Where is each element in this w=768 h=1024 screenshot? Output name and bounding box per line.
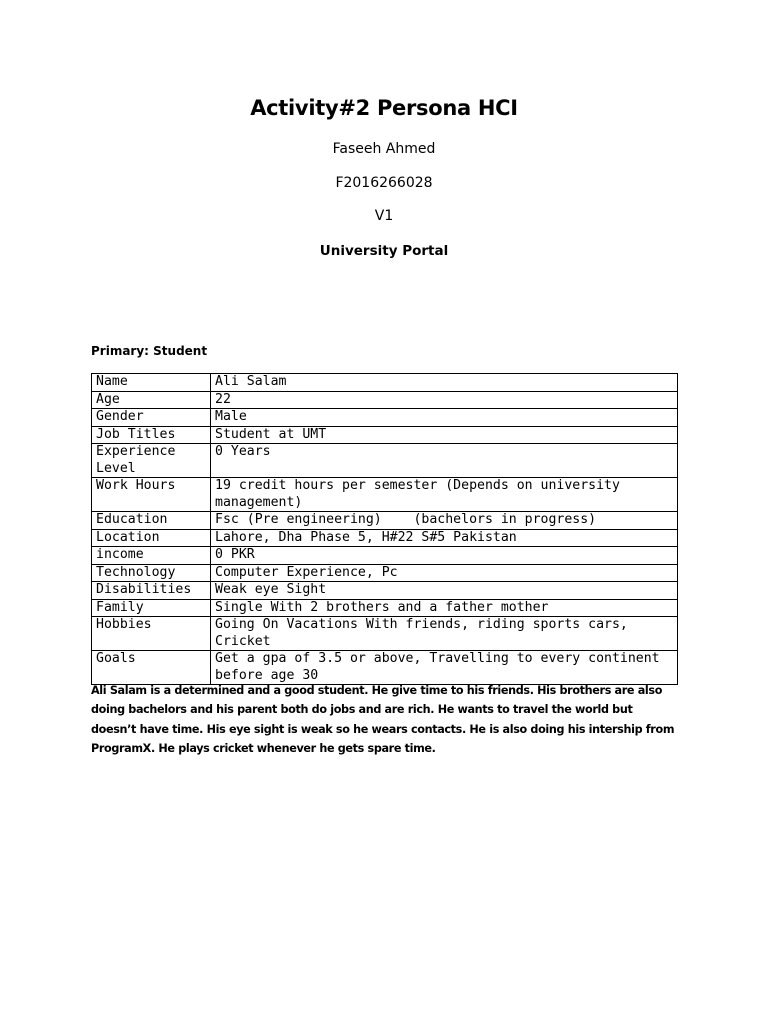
row-value: 22 (211, 391, 678, 409)
row-value: Get a gpa of 3.5 or above, Travelling to every continent before age 30 (211, 651, 678, 685)
table-row (92, 599, 678, 617)
table-row (92, 478, 678, 512)
row-value: Lahore, Dha Phase 5, H#22 S#5 Pakistan (211, 529, 678, 547)
persona-narrative: Ali Salam is a determined and a good student. He give time to his friends. His brothers are also doing bachelors and his parent both do jobs and are rich. He wants to travel the world but doesn’t have time. His eye sight is weak so he wears contacts. He is also doing his intership from ProgramX. He plays cricket whenever he gets spare time. (91, 684, 675, 755)
table-row (92, 651, 678, 685)
row-label: income (92, 547, 211, 565)
table-row (92, 444, 678, 478)
row-label: Experience Level (92, 444, 211, 478)
table-row (92, 582, 678, 600)
row-value: Single With 2 brothers and a father mother (211, 599, 678, 617)
row-value: 0 PKR (211, 547, 678, 565)
row-label: Disabilities (92, 582, 211, 600)
row-label: Family (92, 599, 211, 617)
table-row (92, 374, 678, 392)
row-value: 0 Years (211, 444, 678, 478)
row-label: Education (92, 512, 211, 530)
table-row (92, 391, 678, 409)
row-label: Work Hours (92, 478, 211, 512)
author-name: Faseeh Ahmed (332, 141, 436, 157)
row-label: Job Titles (92, 426, 211, 444)
row-label: Hobbies (92, 617, 211, 651)
row-label: Age (92, 391, 211, 409)
row-value: Fsc (Pre engineering) (bachelors in progress) (211, 512, 678, 530)
row-value: Computer Experience, Pc (211, 564, 678, 582)
persona-table (91, 373, 678, 685)
row-value: 19 credit hours per semester (Depends on university management) (211, 478, 678, 512)
table-row (92, 617, 678, 651)
row-value: Ali Salam (211, 374, 678, 392)
table-row (92, 409, 678, 427)
row-label: Name (92, 374, 211, 392)
row-label: Location (92, 529, 211, 547)
document-title: Activity#2 Persona HCI (250, 96, 518, 120)
table-row (92, 426, 678, 444)
table-row (92, 547, 678, 565)
subject-heading: University Portal (319, 243, 449, 259)
table-row (92, 564, 678, 582)
row-value: Male (211, 409, 678, 427)
table-row (92, 512, 678, 530)
row-label: Goals (92, 651, 211, 685)
version-label: V1 (374, 208, 394, 224)
row-label: Gender (92, 409, 211, 427)
student-id: F2016266028 (335, 175, 433, 191)
row-label: Technology (92, 564, 211, 582)
row-value: Weak eye Sight (211, 582, 678, 600)
persona-section-label: Primary: Student (91, 344, 208, 358)
row-value: Going On Vacations With friends, riding sports cars, Cricket (211, 617, 678, 651)
row-value: Student at UMT (211, 426, 678, 444)
table-row (92, 529, 678, 547)
